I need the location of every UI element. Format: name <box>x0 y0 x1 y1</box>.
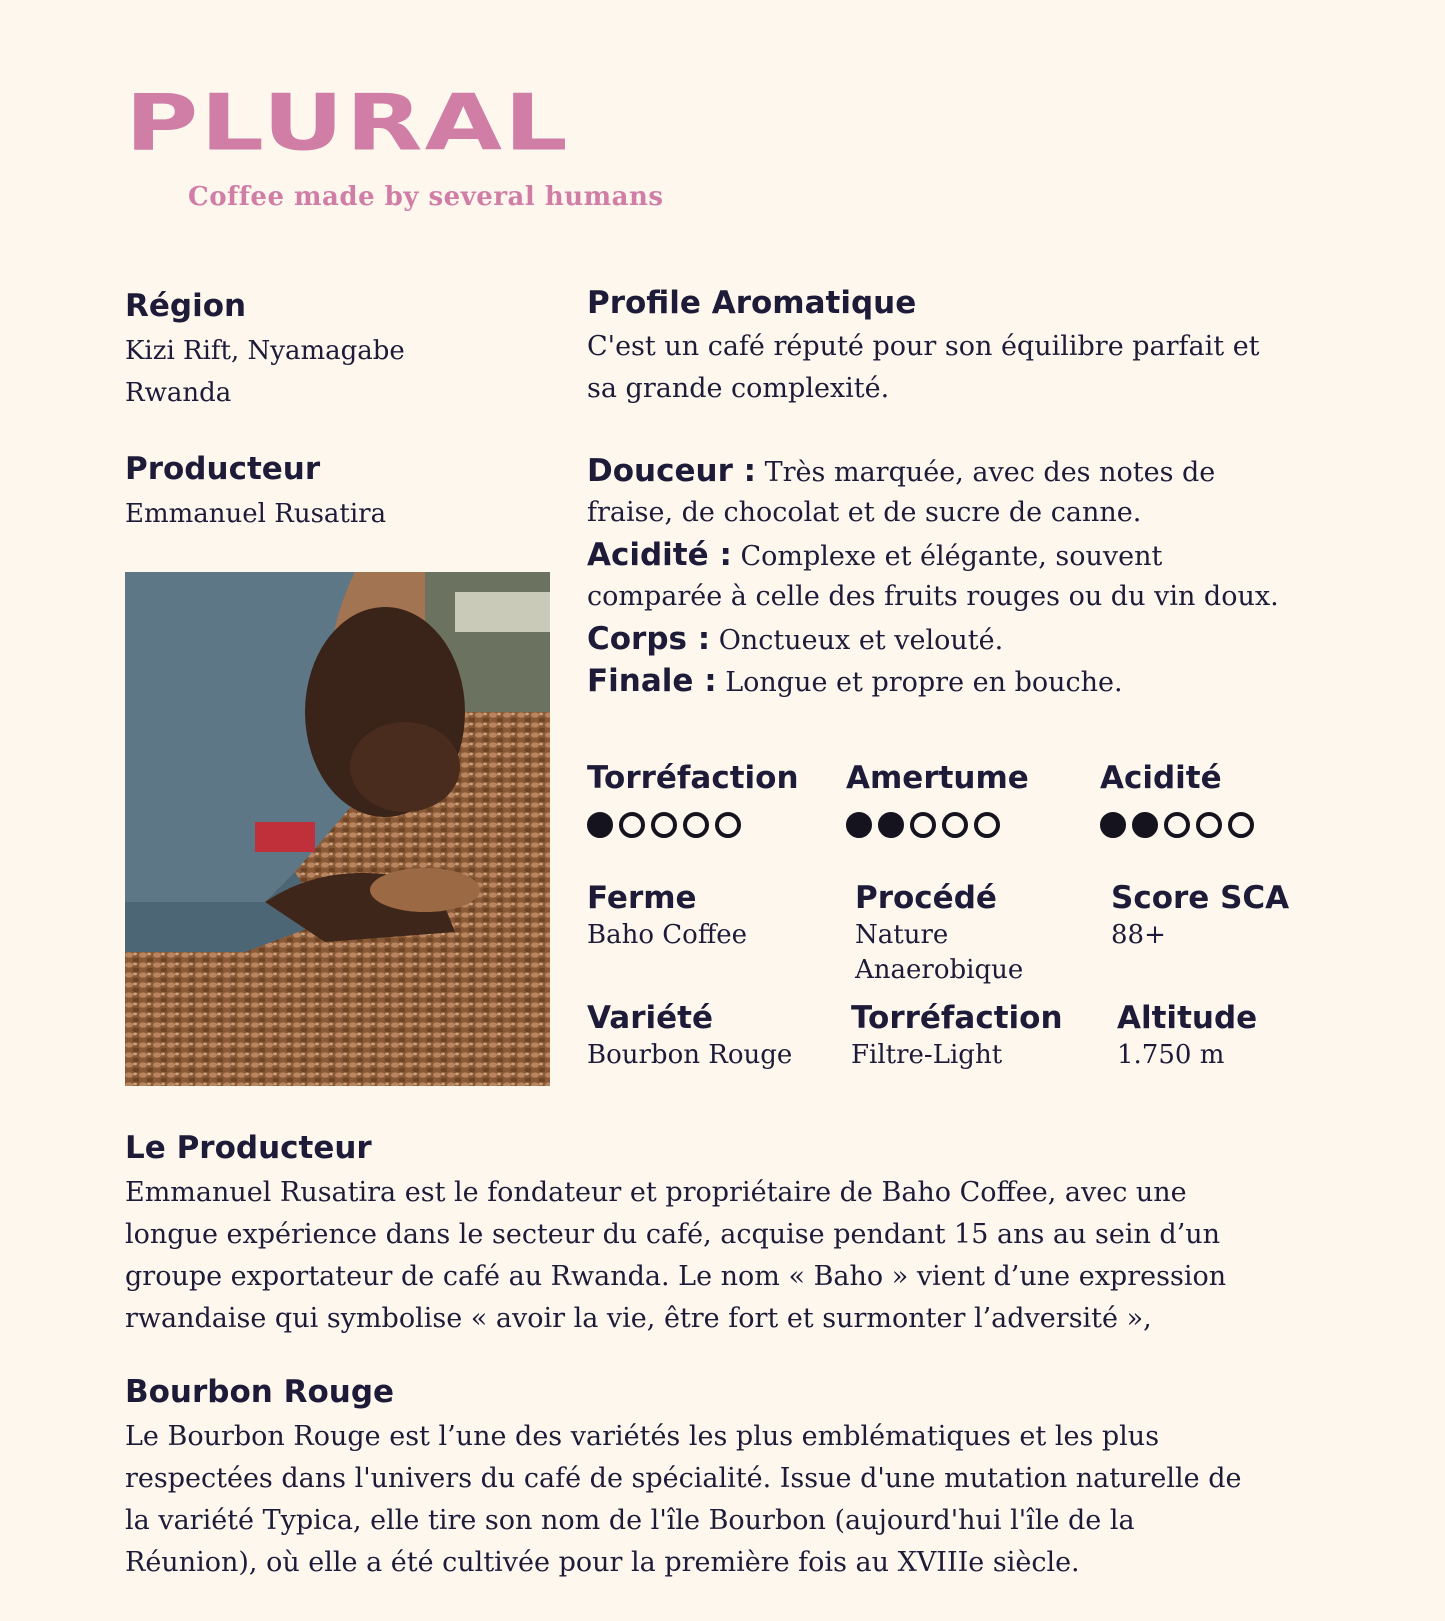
torrefaction-label: Torréfaction <box>851 1000 1063 1036</box>
douceur-text-2: fraise, de chocolat et de sucre de canne. <box>587 497 1142 528</box>
corps-text: Onctueux et velouté. <box>718 625 1004 656</box>
rating-dots-amertume <box>846 812 1000 838</box>
altitude-label: Altitude <box>1117 1000 1258 1036</box>
le-producteur-heading: Le Producteur <box>125 1130 372 1166</box>
le-producteur-line-2: longue expérience dans le secteur du café, acquise pendant 15 ans au sein d’un <box>125 1219 1221 1250</box>
rating-dot-empty <box>910 812 936 838</box>
acidite-label: Acidité : <box>587 537 732 573</box>
rating-dot-filled <box>1100 812 1126 838</box>
bourbon-line-3: la variété Typica, elle tire son nom de l'île Bourbon (aujourd'hui l'île de la <box>125 1505 1135 1536</box>
rating-dot-filled <box>878 812 904 838</box>
producer-photo <box>125 572 550 1086</box>
rating-dot-empty <box>619 812 645 838</box>
finale-text: Longue et propre en bouche. <box>725 667 1123 698</box>
brand-logo: PLURAL <box>125 77 570 169</box>
rating-dot-filled <box>1132 812 1158 838</box>
finale-label: Finale : <box>587 663 717 699</box>
rating-dot-filled <box>587 812 613 838</box>
le-producteur-line-3: groupe exportateur de café au Rwanda. Le nom « Baho » vient d’une expression <box>125 1261 1227 1292</box>
bourbon-line-1: Le Bourbon Rouge est l’une des variétés les plus emblématiques et les plus <box>125 1421 1160 1452</box>
douceur-text: Très marquée, avec des notes de <box>764 457 1216 488</box>
rating-dot-empty <box>1164 812 1190 838</box>
le-producteur-line-4: rwandaise qui symbolise « avoir la vie, être fort et surmonter l’adversité », <box>125 1303 1152 1334</box>
profile-heading: Profile Aromatique <box>587 285 917 321</box>
profile-intro-1: C'est un café réputé pour son équilibre parfait et <box>587 331 1260 362</box>
rating-label-amertume: Amertume <box>846 760 1029 796</box>
producer-name: Emmanuel Rusatira <box>125 499 387 529</box>
ferme-value: Baho Coffee <box>587 920 748 950</box>
acidite-text-2: comparée à celle des fruits rouges ou du vin doux. <box>587 581 1279 612</box>
region-line-1: Kizi Rift, Nyamagabe <box>125 336 405 366</box>
douceur-row <box>587 450 1215 494</box>
score-value: 88+ <box>1111 920 1166 950</box>
le-producteur-line-1: Emmanuel Rusatira est le fondateur et propriétaire de Baho Coffee, avec une <box>125 1177 1187 1208</box>
acidite-text: Complexe et élégante, souvent <box>740 541 1163 572</box>
brand-tagline: Coffee made by several humans <box>188 182 664 212</box>
producer-heading: Producteur <box>125 451 321 487</box>
altitude-value: 1.750 m <box>1117 1040 1225 1070</box>
rating-dot-empty <box>1196 812 1222 838</box>
rating-dot-filled <box>846 812 872 838</box>
bourbon-line-2: respectées dans l'univers du café de spécialité. Issue d'une mutation naturelle de <box>125 1463 1242 1494</box>
region-heading: Région <box>125 288 247 324</box>
profile-intro-2: sa grande complexité. <box>587 373 890 404</box>
score-label: Score SCA <box>1111 880 1290 916</box>
bourbon-line-4: Réunion), où elle a été cultivée pour la première fois au XVIIIe siècle. <box>125 1547 1080 1578</box>
procede-value-1: Nature <box>855 920 949 950</box>
acidite-row <box>587 534 1162 578</box>
rating-label-acidite: Acidité <box>1100 760 1222 796</box>
corps-label: Corps : <box>587 621 711 657</box>
ferme-label: Ferme <box>587 880 697 916</box>
rating-dots-torrefaction <box>587 812 741 838</box>
bourbon-heading: Bourbon Rouge <box>125 1374 395 1410</box>
rating-label-torrefaction: Torréfaction <box>587 760 799 796</box>
variete-value: Bourbon Rouge <box>587 1040 793 1070</box>
procede-value-2: Anaerobique <box>855 955 1024 985</box>
region-line-2: Rwanda <box>125 378 232 408</box>
rating-dot-empty <box>651 812 677 838</box>
rating-dots-acidite <box>1100 812 1254 838</box>
rating-dot-empty <box>1228 812 1254 838</box>
torrefaction-value: Filtre-Light <box>851 1040 1003 1070</box>
procede-label: Procédé <box>855 880 997 916</box>
douceur-label: Douceur : <box>587 453 757 489</box>
rating-dot-empty <box>715 812 741 838</box>
finale-row <box>587 660 1123 704</box>
rating-dot-empty <box>974 812 1000 838</box>
variete-label: Variété <box>587 1000 713 1036</box>
rating-dot-empty <box>683 812 709 838</box>
rating-dot-empty <box>942 812 968 838</box>
corps-row <box>587 618 1003 662</box>
